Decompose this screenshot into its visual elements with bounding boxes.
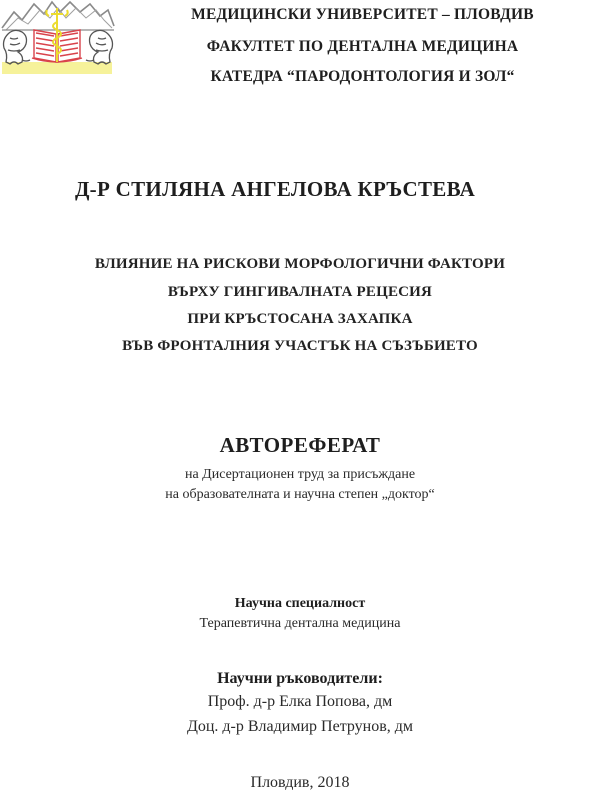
place-and-year: Пловдив, 2018 [250,774,350,791]
university-name: МЕДИЦИНСКИ УНИВЕРСИТЕТ – ПЛОВДИВ [191,6,534,23]
document-type-description: на Дисертационен труд за присъждане [184,467,416,482]
faculty-name: ФАКУЛТЕТ ПО ДЕНТАЛНА МЕДИЦИНА [206,38,519,55]
supervisor-name: Проф. д-р Елка Попова, дм [207,693,393,710]
specialty-value: Терапевтична дентална медицина [199,616,401,631]
dissertation-title-line: ВЛИЯНИЕ НА РИСКОВИ МОРФОЛОГИЧНИ ФАКТОРИ [94,256,506,272]
dissertation-title-line: ПРИ КРЪСТОСАНА ЗАХАПКА [187,311,413,327]
author-name [0,177,600,202]
supervisors-label: Научни ръководители: [217,670,383,687]
document-type-heading: АВТОРЕФЕРАТ [219,433,381,457]
dissertation-title-line: ВЪРХУ ГИНГИВАЛНАТА РЕЦЕСИЯ [167,284,433,300]
author-name-text: Д-Р СТИЛЯНА АНГЕЛОВА КРЪСТЕВА [74,177,476,201]
university-crest-icon [0,0,116,78]
specialty-label: Научна специалност [234,596,366,611]
department-name: КАТЕДРА “ПАРОДОНТОЛОГИЯ И ЗОЛ“ [210,68,515,85]
supervisor-name: Доц. д-р Владимир Петрунов, дм [186,718,414,735]
document-type-description: на образователната и научна степен „доктор“ [165,487,435,502]
dissertation-title-line: ВЪВ ФРОНТАЛНИЯ УЧАСТЪК НА СЪЗЪБИЕТО [122,338,478,354]
